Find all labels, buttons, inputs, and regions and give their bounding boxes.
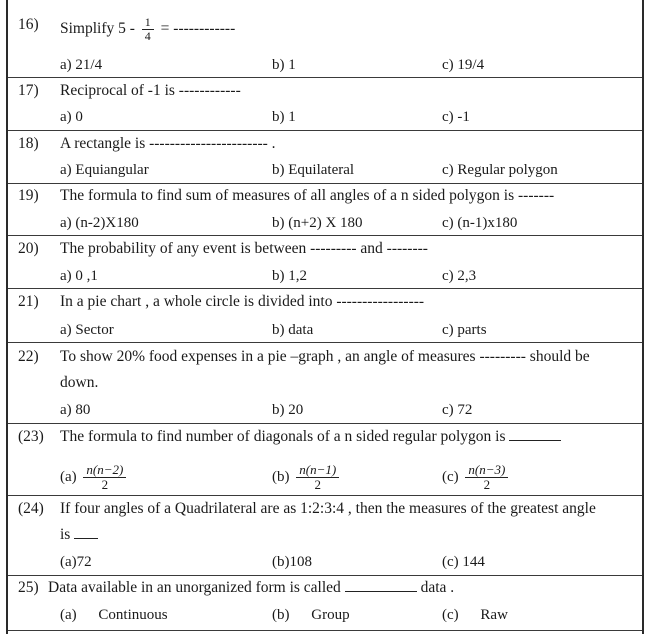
option-b: b) Equilateral [272,162,355,178]
divider [8,235,642,236]
option-a: a) 80 [60,402,91,418]
option-c: (c) $\frac{n(n-3)}{2}$ [442,463,511,492]
option-b: (b) $\frac{n(n-1)}{2}$ [272,463,342,492]
option-a: a) 0 [60,109,83,125]
option-a: a) 21/4 [60,57,103,73]
question-number: 25) [18,579,39,596]
option-a: a) 0 ,1 [60,268,98,284]
option-c: (c) Raw [442,607,508,623]
question-text-continued: is [60,526,98,544]
option-c: c) 72 [442,402,473,418]
question-text: In a pie chart , a whole circle is divided into ----------------- [60,293,425,310]
question-number: 21) [18,293,39,310]
options-23 [8,458,642,492]
option-a: a) Sector [60,322,114,338]
question-number: (23) [18,428,44,445]
question-text: If four angles of a Quadrilateral are as 1:2:3:4 , then the measures of the greatest angle [60,500,596,517]
question-text: A rectangle is ----------------------- . [60,135,276,152]
divider [8,183,642,184]
fraction: $\frac{n(n-3)}{2}$ [465,463,508,492]
answer-blank [345,591,417,592]
option-a: (a) Continuous [60,607,168,623]
question-text: Simplify 5 - $\frac{1}{4}$ = ------------ [60,15,236,43]
question-text: The formula to find number of diagonals of a n sided regular polygon is [60,428,561,446]
question-number: 18) [18,135,39,152]
question-text: Data available in an unorganized form is called data . [48,579,455,596]
divider [8,130,642,131]
option-a: (a) $\frac{n(n-2)}{2}$ [60,463,129,492]
question-number: (24) [18,500,44,517]
divider [8,77,642,78]
question-text: To show 20% food expenses in a pie –graph , an angle of measures --------- should be [60,348,590,365]
option-a: a) Equiangular [60,162,149,178]
option-b: b) 1 [272,57,296,73]
divider [8,575,642,576]
fraction: $\frac{n(n-1)}{2}$ [296,463,339,492]
divider [8,495,642,496]
option-b: b) 20 [272,402,304,418]
option-c: c) parts [442,322,487,338]
question-number: 17) [18,82,39,99]
question-sheet [6,0,644,634]
option-b: (b) Group [272,607,350,623]
option-c: c) (n-1)x180 [442,215,518,231]
question-text: The formula to find sum of measures of all angles of a n sided polygon is ------- [60,187,555,204]
option-c: (c) 144 [442,554,485,570]
option-b: b) data [272,322,314,338]
question-number: 20) [18,240,39,257]
question-number: 19) [18,187,39,204]
option-a: a) (n-2)X180 [60,215,139,231]
divider [8,630,642,631]
option-b: (b)108 [272,554,312,570]
divider [8,288,642,289]
question-text: Reciprocal of -1 is ------------ [60,82,241,99]
option-a: (a)72 [60,554,92,570]
fraction: $\frac{n(n-2)}{2}$ [83,463,126,492]
option-c: c) Regular polygon [442,162,558,178]
question-text: The probability of any event is between --------- and -------- [60,240,428,257]
answer-blank [74,538,98,539]
option-c: c) -1 [442,109,470,125]
divider [8,342,642,343]
question-text-continued: down. [60,374,99,391]
question-number: 22) [18,348,39,365]
answer-blank [509,440,561,441]
option-b: b) (n+2) X 180 [272,215,363,231]
question-number: 16) [18,16,39,33]
option-c: c) 19/4 [442,57,485,73]
option-b: b) 1,2 [272,268,307,284]
option-c: c) 2,3 [442,268,477,284]
option-b: b) 1 [272,109,296,125]
fraction: $\frac{1}{4}$ [142,16,154,43]
divider [8,423,642,424]
